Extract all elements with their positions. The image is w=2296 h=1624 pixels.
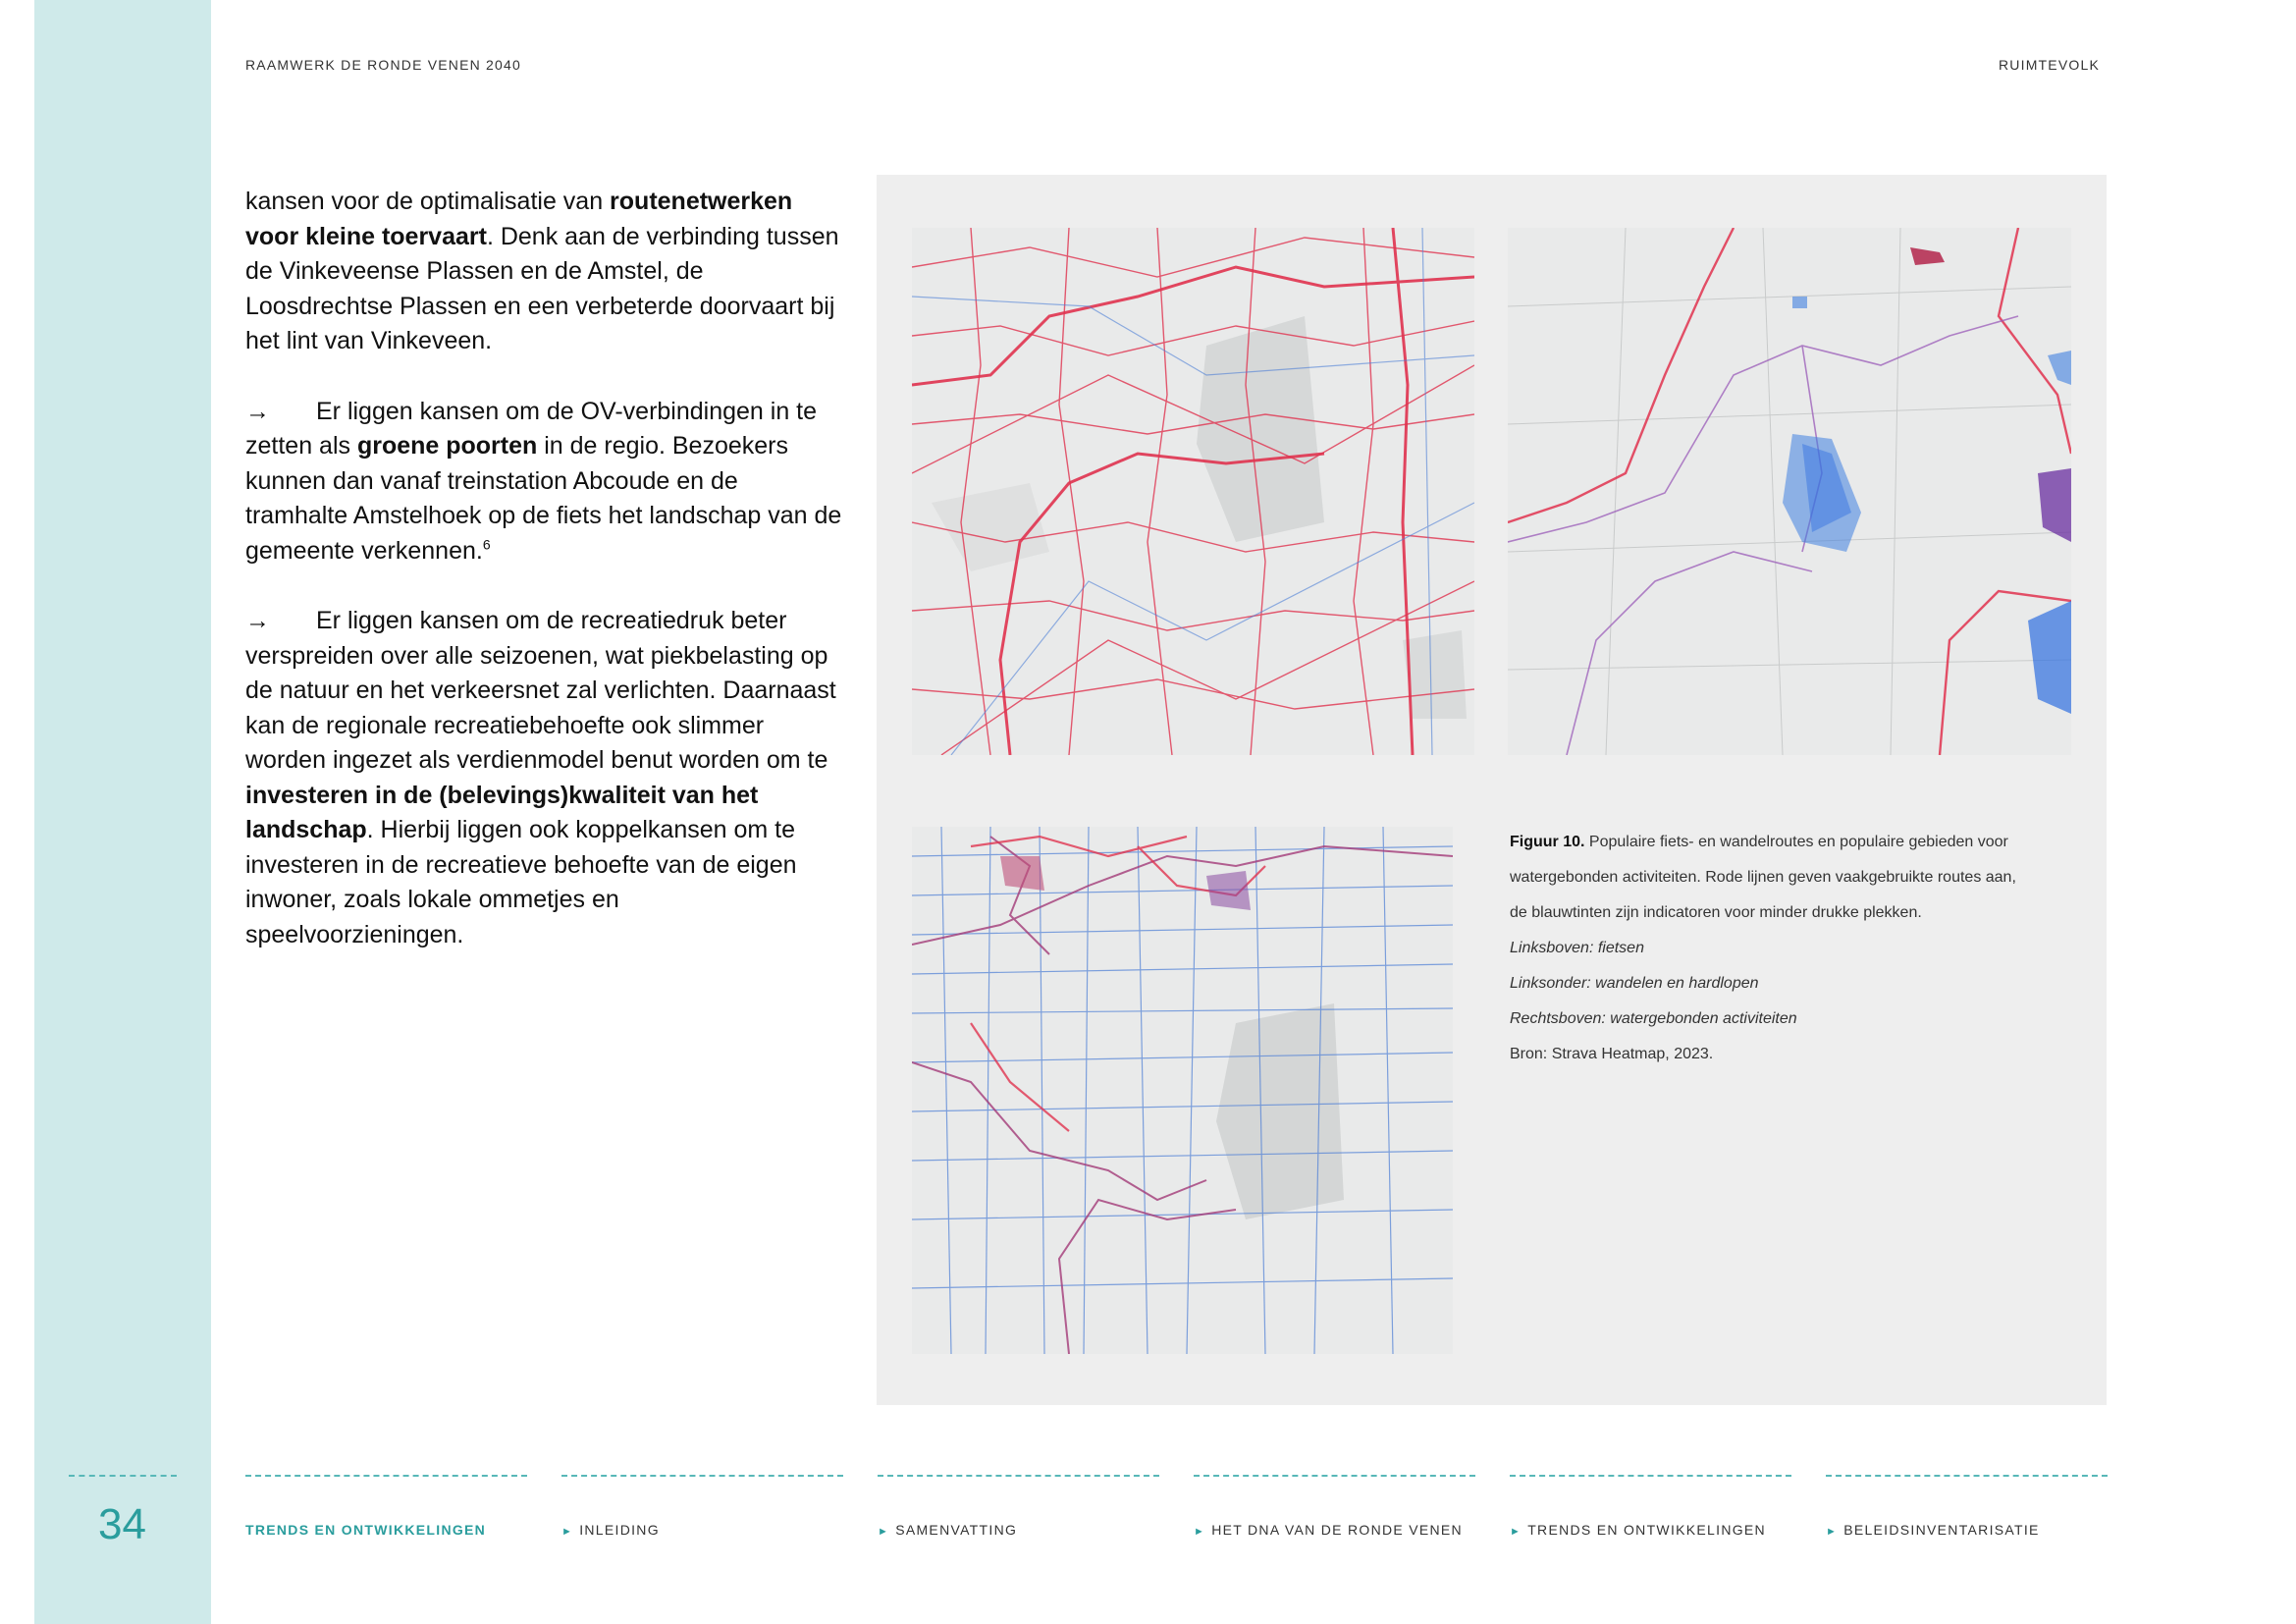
- triangle-right-icon: ►: [1510, 1526, 1522, 1538]
- paragraph-recreatiedruk: → Er liggen kansen om de recreatiedruk beter verspreiden over alle seizoenen, wat piekbelasting op de natuur en het verkeersnet zal verlichten. Daarnaast kan de regionale recreatiebehoefte ook slimmer worden ingezet als verdienmodel benut worden om te investeren in de (belevings)kwaliteit van het landschap. Hierbij liggen ook koppelkansen om te investeren in de recreatieve behoefte van de eigen inwoner, zoals lokale ommetjes en speelvoorzieningen.: [245, 604, 844, 952]
- arrow-bullet: →: [245, 397, 270, 425]
- figure-caption: [1510, 825, 2059, 1072]
- footnote-reference[interactable]: 6: [482, 536, 491, 553]
- caption-line-1: Figuur 10. Populaire fiets- en wandelroutes en populaire gebieden voor: [1510, 834, 2008, 850]
- caption-linksonder: Linksonder: wandelen en hardlopen: [1510, 975, 1759, 992]
- page-number: 34: [98, 1500, 146, 1548]
- nav-link-inleiding[interactable]: ► INLEIDING: [561, 1522, 660, 1538]
- footer-divider-page: [69, 1475, 177, 1477]
- triangle-right-icon: ►: [878, 1526, 890, 1538]
- heatmap-wandelen: [912, 827, 1453, 1354]
- caption-source: Bron: Strava Heatmap, 2023.: [1510, 1046, 1714, 1062]
- paragraph-toervaart: kansen voor de optimalisatie van routenetwerken voor kleine toervaart. Denk aan de verbinding tussen de Vinkeveense Plassen en de Amstel, de Loosdrechtse Plassen en een verbeterde doorvaart bij het lint van Vinkeveen.: [245, 188, 839, 354]
- caption-line-2: watergebonden activiteiten. Rode lijnen geven vaakgebruikte routes aan,: [1510, 869, 2016, 886]
- triangle-right-icon: ►: [1826, 1526, 1839, 1538]
- document-title: RAAMWERK DE RONDE VENEN 2040: [245, 57, 521, 73]
- heatmap-watergebonden: [1508, 228, 2071, 755]
- heatmap-fietsen: [912, 228, 1474, 755]
- caption-rechtsboven: Rechtsboven: watergebonden activiteiten: [1510, 1010, 1797, 1027]
- paragraph-ov-verbindingen: → Er liggen kansen om de OV-verbindingen in te zetten als groene poorten in de regio. Bezoekers kunnen dan vanaf treinstation Abcoude en de tramhalte Amstelhoek op de fiets het landschap van de gemeente verkennen.$^6$: [245, 395, 844, 569]
- nav-link-het-dna[interactable]: ► HET DNA VAN DE RONDE VENEN: [1194, 1522, 1463, 1538]
- caption-line-3: de blauwtinten zijn indicatoren voor minder drukke plekken.: [1510, 904, 1922, 921]
- caption-label: Figuur 10.: [1510, 834, 1585, 850]
- footer-divider: [1194, 1475, 1475, 1477]
- nav-link-samenvatting[interactable]: ► SAMENVATTING: [878, 1522, 1018, 1538]
- footer-divider: [1510, 1475, 1791, 1477]
- figure-panel: [877, 175, 2107, 1405]
- nav-link-trends[interactable]: ► TRENDS EN ONTWIKKELINGEN: [1510, 1522, 1766, 1538]
- arrow-bullet: →: [245, 607, 270, 634]
- footer-divider: [878, 1475, 1159, 1477]
- nav-link-beleidsinventarisatie[interactable]: ► BELEIDSINVENTARISATIE: [1826, 1522, 2040, 1538]
- emphasis-routenetwerken: routenetwerken voor kleine toervaart: [245, 188, 793, 250]
- caption-linksboven: Linksboven: fietsen: [1510, 940, 1644, 956]
- body-text: [245, 185, 844, 988]
- footer-divider: [245, 1475, 527, 1477]
- emphasis-groene-poorten: groene poorten: [356, 432, 538, 460]
- triangle-right-icon: ►: [561, 1526, 574, 1538]
- publisher-name: RUIMTEVOLK: [1998, 57, 2100, 73]
- side-color-strip: [34, 0, 211, 1624]
- emphasis-belevingskwaliteit: investeren in de (belevings)kwaliteit van het landschap: [245, 781, 759, 843]
- footer-divider: [561, 1475, 843, 1477]
- nav-current-section[interactable]: TRENDS EN ONTWIKKELINGEN: [245, 1522, 487, 1538]
- triangle-right-icon: ►: [1194, 1526, 1206, 1538]
- footer-divider: [1826, 1475, 2108, 1477]
